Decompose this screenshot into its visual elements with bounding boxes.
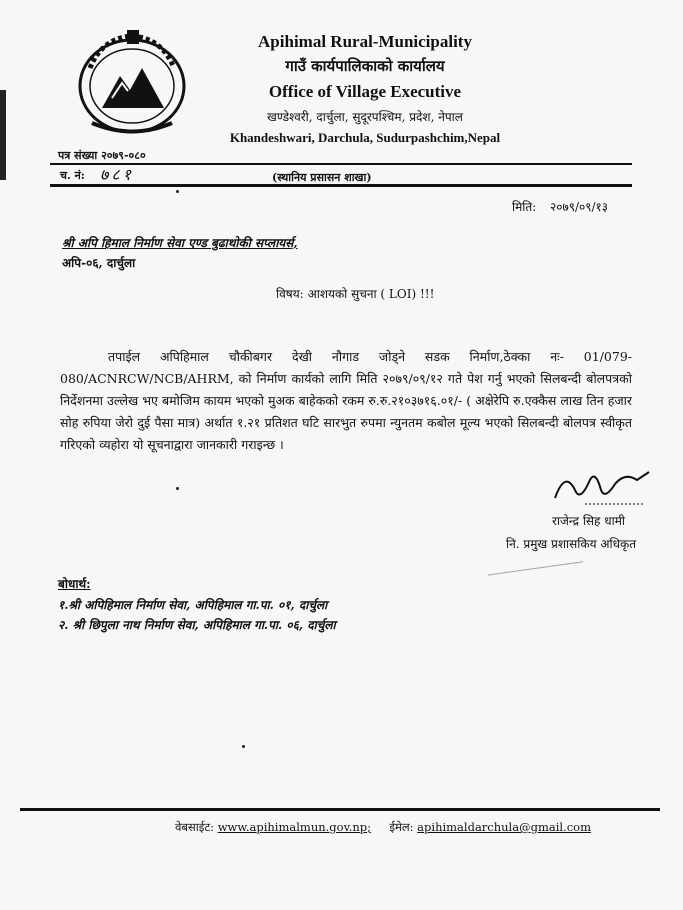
cc-item: २. श्री छिपुला नाथ निर्माण सेवा, अपिहिमाल गा.पा. ०६, दार्चुला xyxy=(58,618,336,632)
letter-body: तपाईल अपिहिमाल चौकीबगर देखी नौगाड जोड्ने सडक निर्माण,ठेक्का नः- 01/079-080/ACNRCW/NCB/AHRM, को निर्माण कार्यको लागि मिति २०७९/०९/१२ गते पेश गर्नु भएको सिलबन्दी बोलपत्रको निर्देशनमा उल्लेख भए बमोजिम कायम भएको मुअक बाहेकको रकम रु.रु.२१०३७१६.०१/- ( अक्षेरेपि रु.एक्कैस लाख तिन हजार सोह रुपिया जेरो दुई पैसा मात्र) अर्थात १.२१ प्रतिशत घटि सारभुत रुपमा न्युनतम कबोल मूल्य भएको सिलबन्दी बोलपत्र स्वीकृत गरिएको व्यहोरा यो सूचनाद्वारा जानकारी गराइन्छ । xyxy=(60,349,632,452)
date-label: मिति: xyxy=(512,200,537,214)
website-label: वेबसाईट: xyxy=(175,820,215,834)
section-name: (स्थानिय प्रसासन शाखा) xyxy=(272,171,372,184)
scan-edge-mark xyxy=(0,90,6,180)
subject-text: आशयको सुचना ( LOI) !!! xyxy=(307,287,435,301)
scan-speck xyxy=(176,190,179,193)
scan-speck xyxy=(176,487,179,490)
dispatch-number-value: ७८१ xyxy=(100,165,134,184)
office-title: Office of Village Executive xyxy=(268,82,462,101)
website-link[interactable]: www.apihimalmun.gov.np; xyxy=(217,820,372,834)
subject-line xyxy=(276,285,434,302)
signature-scribble xyxy=(545,460,655,510)
scan-speck xyxy=(242,745,245,748)
date-value: २०७९/०९/१३ xyxy=(550,200,609,214)
footer-rule xyxy=(20,808,660,811)
dispatch-number-label: च. नं: xyxy=(60,169,85,182)
email-label: ईमेल: xyxy=(389,820,414,834)
recipient-name: श्री अपि हिमाल निर्माण सेवा एण्ड बुढाथोकी सप्लायर्स, xyxy=(62,236,298,250)
email-link[interactable]: apihimaldarchula@gmail.com xyxy=(417,820,591,834)
municipality-emblem xyxy=(72,28,192,138)
address-english: Khandeshwari, Darchula, Sudurpashchim,Nepal xyxy=(229,130,501,145)
header-rule-bottom xyxy=(50,184,632,187)
address-nepali: खण्डेश्वरी, दार्चुला, सुदूरपश्चिम, प्रदेश, नेपाल xyxy=(267,110,463,124)
signatory-name: राजेन्द्र सिह धामी xyxy=(552,514,625,528)
subject-label: विषय: xyxy=(276,287,304,301)
office-title-nepali: गाउँ कार्यपालिकाको कार्यालय xyxy=(285,57,445,75)
signatory-designation: नि. प्रमुख प्रशासकिय अधिकृत xyxy=(506,537,637,551)
header-rule-top xyxy=(50,163,632,165)
cc-item: १.श्री अपिहिमाल निर्माण सेवा, अपिहिमाल गा.पा. ०१, दार्चुला xyxy=(58,598,328,612)
recipient-address: अपि-०६, दार्चुला xyxy=(62,256,136,270)
municipality-name: Apihimal Rural-Municipality xyxy=(258,32,472,51)
letter-number-label: पत्र संख्या २०७९-०८० xyxy=(58,149,146,162)
footer-contact xyxy=(175,820,591,835)
cc-label: बोधार्थ: xyxy=(58,577,91,591)
